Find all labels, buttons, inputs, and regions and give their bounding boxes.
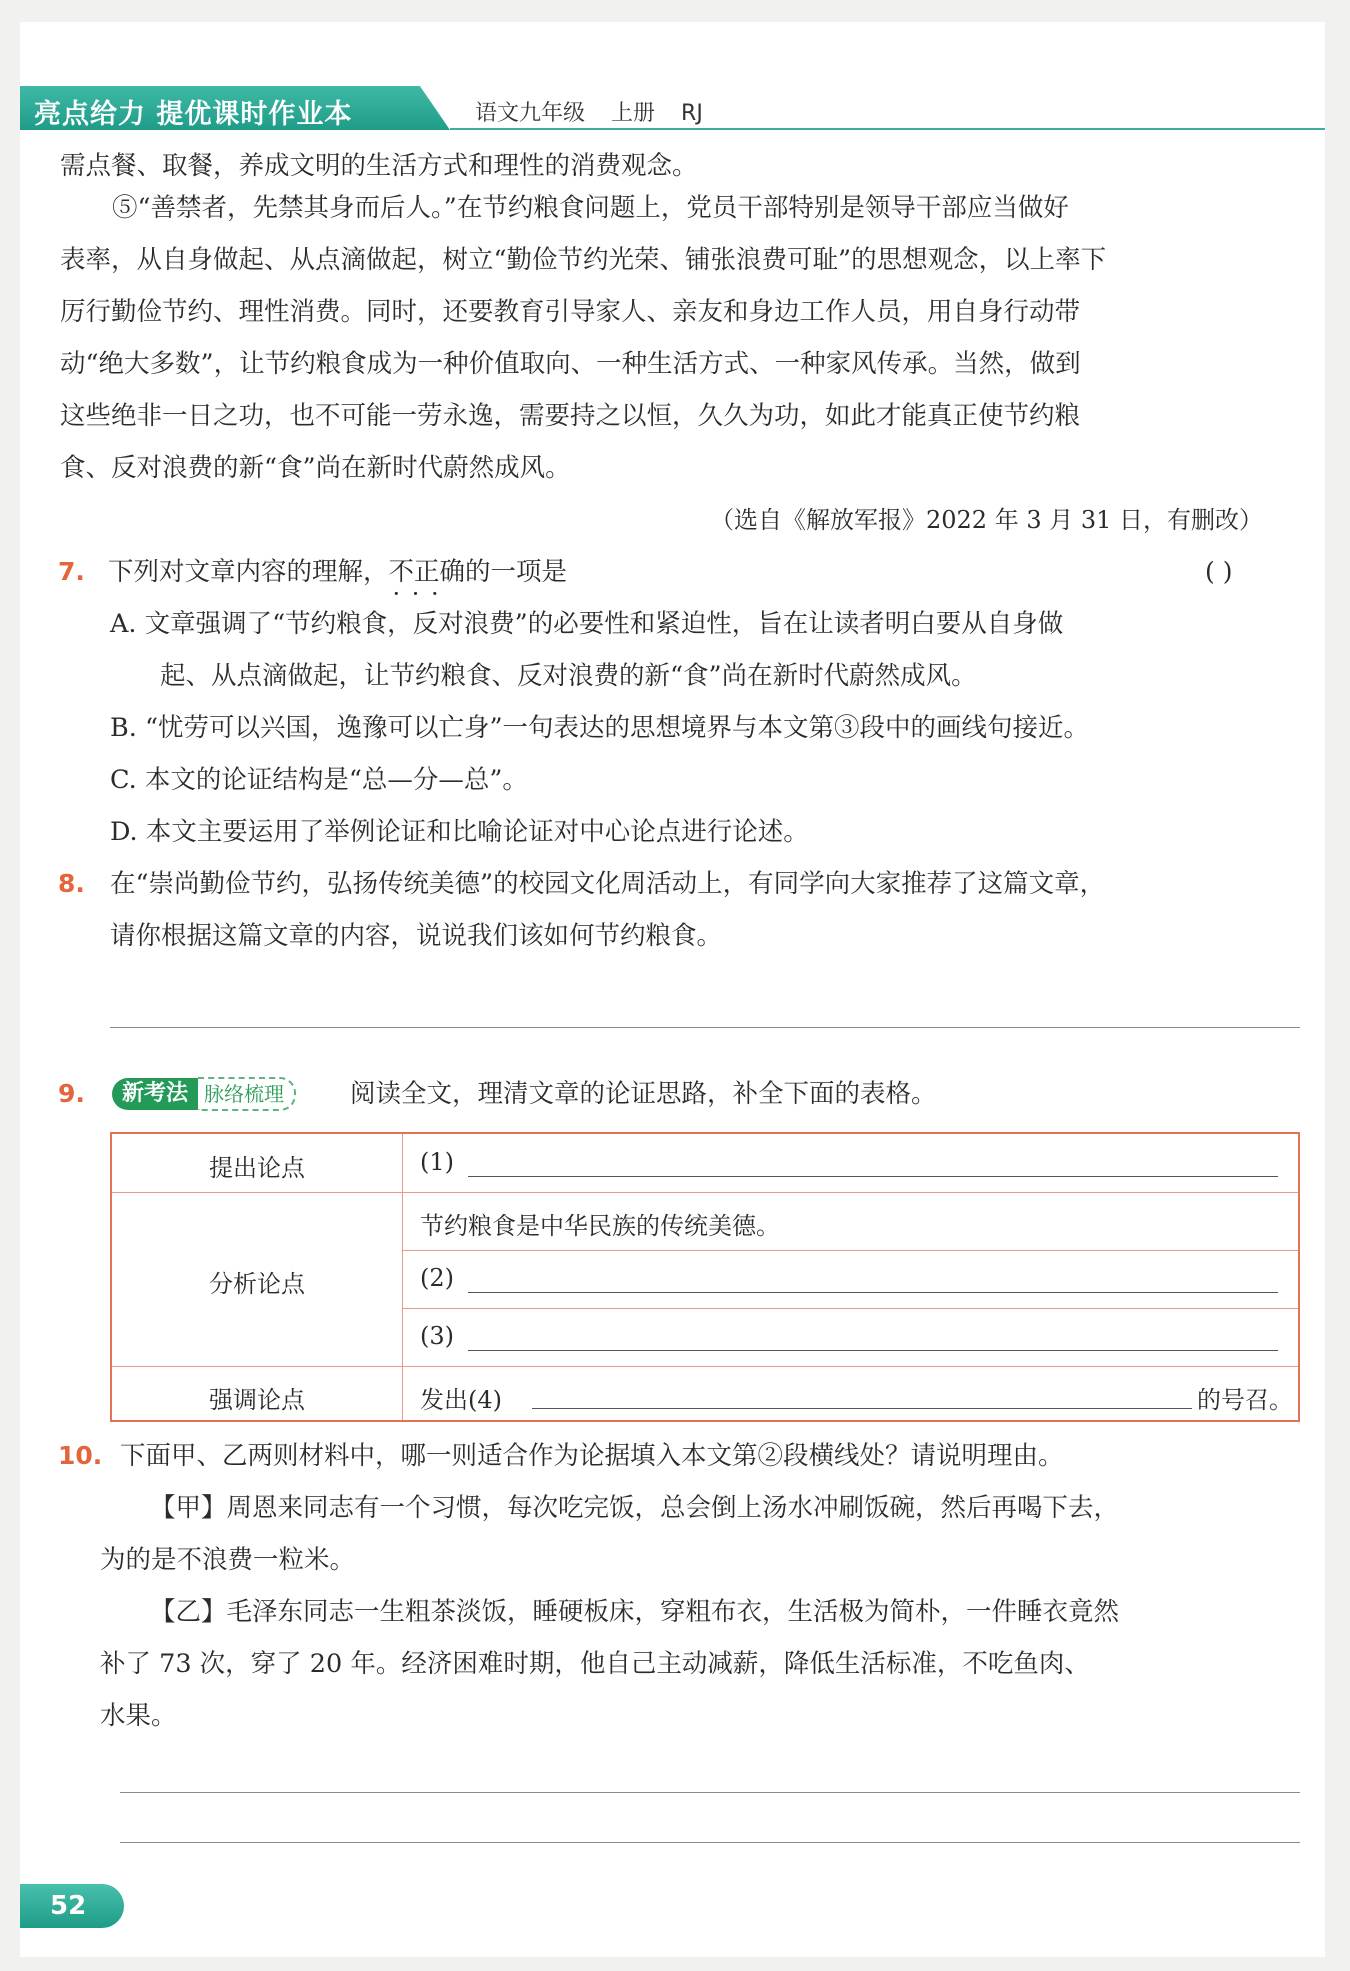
header-rule [450, 128, 1325, 130]
passage-line: 食、反对浪费的新“食”尚在新时代蔚然成风。 [60, 453, 571, 483]
row-label-analyze: 分析论点 [209, 1270, 305, 1298]
source-citation: （选自《解放军报》2022 年 3 月 31 日，有删改） [710, 506, 1264, 534]
question-stem: 阅读全文，理清文章的论证思路，补全下面的表格。 [350, 1079, 937, 1109]
passage-line: 厉行勤俭节约、理性消费。同时，还要教育引导家人、亲友和身边工作人员，用自身行动带 [60, 297, 1081, 327]
row-label-propose: 提出论点 [209, 1154, 305, 1182]
option-d[interactable]: D. 本文主要运用了举例论证和比喻论证对中心论点进行论述。 [110, 817, 809, 847]
option-c[interactable]: C. 本文的论证结构是“总—分—总”。 [110, 765, 528, 795]
question-number: 10. [58, 1441, 103, 1470]
answer-line[interactable] [120, 1842, 1300, 1843]
question-number: 9. [58, 1079, 85, 1108]
table-divider [402, 1308, 1298, 1309]
material-yi-cont: 水果。 [100, 1701, 177, 1731]
blank-2-line[interactable] [468, 1292, 1278, 1293]
blank-4-label: 发出(4) [420, 1386, 502, 1414]
material-jia: 【甲】周恩来同志有一个习惯，每次吃完饭，总会倒上汤水冲刷饭碗，然后再喝下去， [150, 1493, 1120, 1523]
argument-table [110, 1132, 1300, 1422]
badge-label: 新考法 [112, 1078, 198, 1110]
question-stem: 请你根据这篇文章的内容，说说我们该如何节约粮食。 [110, 921, 723, 951]
subject: 语文九年级 [475, 101, 586, 126]
table-divider [112, 1366, 1298, 1367]
table-divider [112, 1192, 1298, 1193]
option-b[interactable]: B. “忧劳可以兴国，逸豫可以亡身”一句表达的思想境界与本文第③段中的画线句接近。 [110, 713, 1090, 743]
passage-line: 动“绝大多数”，让节约粮食成为一种价值取向、一种生活方式、一种家风传承。当然，做到 [60, 349, 1081, 379]
stem-part: 下列对文章内容的理解， [108, 557, 389, 587]
answer-bracket[interactable]: ( ) [1205, 557, 1233, 586]
material-jia-cont: 为的是不浪费一粒米。 [100, 1545, 356, 1575]
blank-1-line[interactable] [468, 1176, 1278, 1177]
emphasis-dots: 不正确 · · · [389, 546, 466, 598]
passage-line: 表率，从自身做起、从点滴做起，树立“勤俭节约光荣、铺张浪费可耻”的思想观念，以上率下 [60, 245, 1107, 275]
question-stem: 在“崇尚勤俭节约，弘扬传统美德”的校园文化周活动上，有同学向大家推荐了这篇文章， [110, 869, 1106, 899]
analyze-text: 节约粮食是中华民族的传统美德。 [420, 1212, 780, 1240]
volume: 上册 [611, 101, 656, 126]
blank-2-label: (2) [420, 1264, 454, 1292]
badge-tag: 脉络梳理 [198, 1077, 296, 1111]
passage-line: 这些绝非一日之功，也不可能一劳永逸，需要持之以恒，久久为功，如此才能真正使节约粮 [60, 401, 1081, 431]
page-header [20, 86, 1325, 130]
question-stem [108, 546, 567, 598]
passage-line: 需点餐、取餐，养成文明的生活方式和理性的消费观念。 [60, 151, 698, 181]
passage-line: ⑤“善禁者，先禁其身而后人。”在节约粮食问题上，党员干部特别是领导干部应当做好 [112, 193, 1069, 223]
question-stem: 下面甲、乙两则材料中，哪一则适合作为论据填入本文第②段横线处？请说明理由。 [120, 1441, 1064, 1471]
material-yi: 【乙】毛泽东同志一生粗茶淡饭，睡硬板床，穿粗布衣，生活极为简朴，一件睡衣竟然 [150, 1597, 1120, 1627]
blank-4-suffix: 的号召。 [1197, 1386, 1293, 1414]
table-divider [402, 1134, 403, 1420]
series-title: 亮点给力 提优课时作业本 [34, 99, 353, 130]
stem-part: 的一项是 [465, 557, 568, 587]
material-yi-cont: 补了 73 次，穿了 20 年。经济困难时期，他自己主动减薪，降低生活标准，不吃鱼肉、 [100, 1649, 1090, 1679]
question-number: 8. [58, 869, 85, 898]
edition: RJ [681, 101, 703, 126]
answer-line[interactable] [110, 1027, 1300, 1028]
blank-1-label: (1) [420, 1148, 454, 1176]
page-number: 52 [20, 1884, 124, 1928]
answer-line[interactable] [120, 1792, 1300, 1793]
new-exam-badge [112, 1077, 296, 1111]
row-label-emphasize: 强调论点 [209, 1386, 305, 1414]
table-divider [402, 1250, 1298, 1251]
option-a-cont: 起、从点滴做起，让节约粮食、反对浪费的新“食”尚在新时代蔚然成风。 [160, 661, 977, 691]
blank-4-line[interactable] [532, 1408, 1192, 1409]
option-a[interactable]: A. 文章强调了“节约粮食，反对浪费”的必要性和紧迫性，旨在让读者明白要从自身做 [110, 609, 1064, 639]
blank-3-line[interactable] [468, 1350, 1278, 1351]
blank-3-label: (3) [420, 1322, 454, 1350]
question-number: 7. [58, 557, 85, 586]
workbook-page [20, 22, 1325, 1957]
book-info [475, 96, 729, 127]
